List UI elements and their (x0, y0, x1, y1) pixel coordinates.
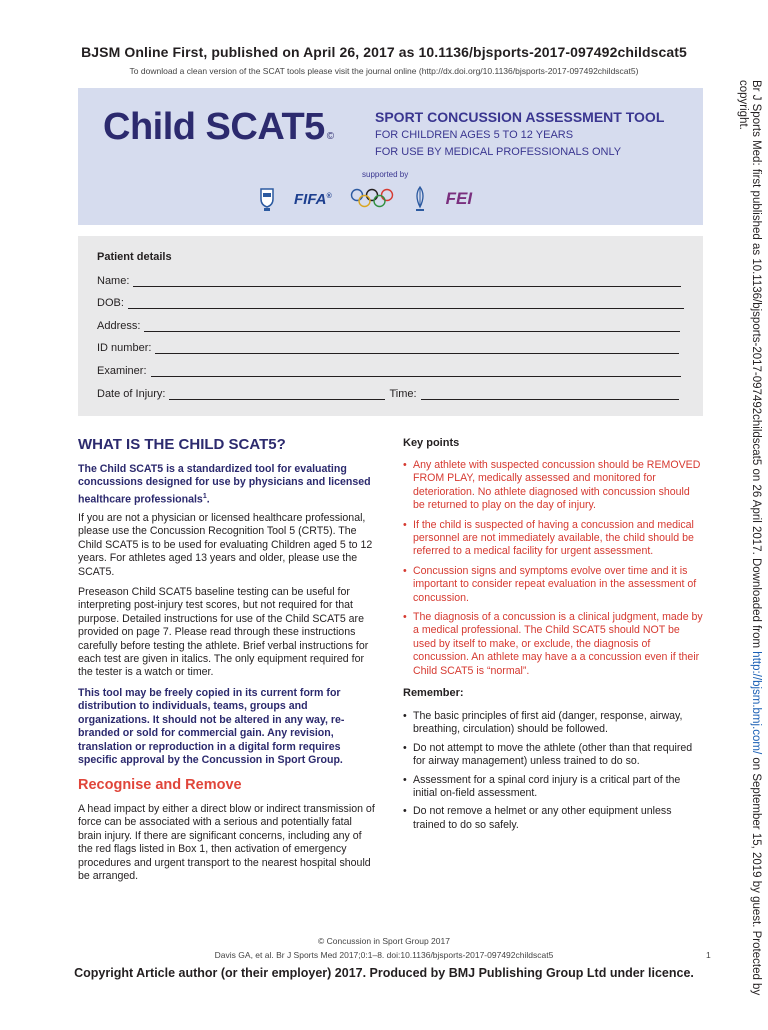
tool-subtitle-ages: FOR CHILDREN AGES 5 TO 12 YEARS (375, 129, 574, 141)
examiner-field[interactable] (151, 364, 681, 377)
recognise-paragraph: A head impact by either a direct blow or indirect transmission of force can be associated with a serious and potentially fatal brain injury. If there are significant concerns, including any of the red flags listed in Box 1, then activation of emergency procedures and urgent transport to the nearest hospital should be arranged. (78, 803, 375, 883)
fei-logo: FEI (445, 189, 473, 208)
fifa-logo (294, 191, 332, 208)
page-number: 1 (706, 950, 711, 960)
supported-by-label: supported by (362, 170, 409, 179)
patient-id-row (97, 341, 679, 354)
ioc-cup-icon (258, 185, 276, 213)
fifa-logo-text: FIFA (294, 190, 327, 208)
remember-list (403, 710, 703, 832)
remember-item: • The basic principles of first aid (danger, response, airway, breathing, circulation) should be followed. (403, 710, 703, 737)
baseline-paragraph: Preseason Child SCAT5 baseline testing can be useful for interpreting post-injury test scores, but not required for that purpose. Detailed instructions for use of the Child SCAT5 are provided on page 7. Please read through these instructions carefully before testing the athlete. Brief verbal instructions for each test are given in italics. The only equipment required for the tester is a watch or timer. (78, 586, 369, 679)
patient-name-row (97, 274, 681, 287)
examiner-row (97, 364, 681, 377)
examiner-label: Examiner: (97, 365, 147, 377)
remember-title: Remember: (403, 687, 464, 699)
patient-dob-label: DOB: (97, 297, 124, 309)
bjsm-link[interactable]: http://bjsm.bmj.com/ (750, 651, 762, 755)
key-point-item: • Concussion signs and symptoms evolve over time and it is important to consider repeat evaluation in the assessment of concussion. (403, 565, 703, 605)
key-points-title: Key points (403, 437, 460, 449)
child-scat5-logo (103, 106, 334, 149)
logo-text: Child SCAT5 (103, 106, 325, 148)
world-rugby-icon (412, 185, 428, 213)
recognise-remove-heading: Recognise and Remove (78, 777, 242, 793)
key-point-item: • If the child is suspected of having a concussion and medical personnel are not immediately available, the child should be referred to a medical facility for urgent assessment. (403, 519, 703, 559)
tool-subtitle-professionals: FOR USE BY MEDICAL PROFESSIONALS ONLY (375, 146, 622, 158)
fifa-registered-mark: ® (326, 192, 332, 200)
key-points-list (403, 459, 703, 678)
sponsor-logos (258, 184, 472, 214)
csg-copyright: © Concussion in Sport Group 2017 (318, 936, 450, 946)
patient-details-title: Patient details (97, 251, 172, 263)
key-point-item: • Any athlete with suspected concussion should be REMOVED FROM PLAY, medically assessed and monitored for deterioration. No athlete diagnosed with concussion should be returned to play on the day of injury. (403, 459, 703, 513)
copying-notice-paragraph: This tool may be freely copied in its current form for distribution to individuals, teams, groups and organizations. It should not be altered in any way, re-branded or sold for commercial gain. Any revision, translation or reproduction in a digital form requires specific approval by the Concussion in Sport Group. (78, 687, 345, 767)
remember-item: • Do not attempt to move the athlete (other than that required for airway management) unless trained to do so. (403, 742, 703, 769)
tool-title: SPORT CONCUSSION ASSESSMENT TOOL (375, 109, 665, 125)
key-point-item: • The diagnosis of a concussion is a clinical judgment, made by a medical professional. The Child SCAT5 should NOT be used by itself to make, or exclude, the diagnosis of concussion. An athlete may have a a concussion even if their Child SCAT5 is “normal”. (403, 611, 703, 678)
injury-time-field[interactable] (421, 387, 679, 400)
patient-dob-field[interactable] (128, 296, 684, 309)
olympic-rings-icon (350, 188, 394, 210)
copyright-line: Copyright Article author (or their employer) 2017. Produced by BMJ Publishing Group Ltd under licence. (74, 966, 694, 980)
patient-dob-row (97, 296, 684, 309)
intro-reference: 1 (202, 492, 207, 500)
intro-paragraph: The Child SCAT5 is a standardized tool for evaluating concussions designed for use by physicians and licensed healthcare professionals$^1$. (78, 463, 371, 506)
patient-address-label: Address: (97, 320, 141, 332)
injury-date-row (97, 387, 679, 400)
logo-copyright-mark: © (326, 131, 334, 142)
side-text-b: on September 15, 2019 by guest. Protected by copyright. (737, 80, 762, 996)
remember-item: • Do not remove a helmet or any other equipment unless trained to do so safely. (403, 805, 703, 832)
intro-text: The Child SCAT5 is a standardized tool for evaluating concussions designed for use by physicians and licensed healthcare professionals (78, 463, 371, 506)
side-text-a: Br J Sports Med: first published as 10.1136/bjsports-2017-097492childscat5 on 26 April 2017. Downloaded from (750, 80, 762, 652)
page-header-title: BJSM Online First, published on April 26, 2017 as 10.1136/bjsports-2017-097492childscat5 (81, 44, 687, 60)
patient-address-field[interactable] (144, 319, 680, 332)
injury-time-label: Time: (389, 388, 417, 400)
side-download-notice (736, 80, 762, 1030)
patient-address-row (97, 319, 680, 332)
citation: Davis GA, et al. Br J Sports Med 2017;0:1–8. doi:10.1136/bjsports-2017-097492childscat5 (214, 950, 554, 960)
patient-id-label: ID number: (97, 342, 152, 354)
injury-date-field[interactable] (169, 387, 385, 400)
patient-name-field[interactable] (133, 274, 681, 287)
patient-id-field[interactable] (155, 341, 679, 354)
page-header-subtitle: To download a clean version of the SCAT tools please visit the journal online (http://dx.doi.org/10.1136/bjsports-2017-097492childscat5) (129, 66, 639, 76)
crt5-paragraph: If you are not a physician or licensed healthcare professional, please use the Concussion Recognition Tool 5 (CRT5). The Child SCAT5 is to be used for evaluating Children aged 5 to 12 years. For athletes aged 13 years and older, please use the SCAT5. (78, 512, 373, 578)
remember-item: • Assessment for a spinal cord injury is a critical part of the initial on-field assessment. (403, 774, 703, 801)
injury-date-label: Date of Injury: (97, 388, 166, 400)
what-is-heading: WHAT IS THE CHILD SCAT5? (78, 436, 286, 453)
patient-name-label: Name: (97, 275, 130, 287)
